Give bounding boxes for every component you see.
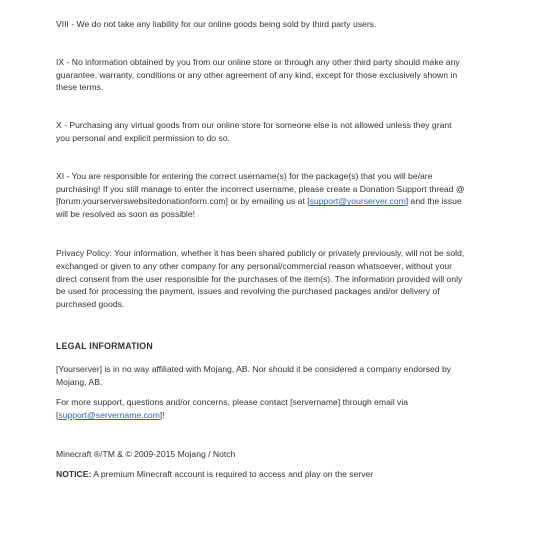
term-viii: VIII - We do not take any liability for our online goods being sold by third party users. [56, 19, 377, 29]
notice-line [56, 468, 474, 481]
term-xi [56, 170, 474, 221]
legal-support-text: For more support, questions and/or concerns, please contact [servername] through email via [ [56, 397, 409, 421]
legal-support [56, 396, 474, 422]
term-xi-text-end: ] and the issue will be resolved as soon as possible! [56, 196, 462, 220]
notice-label: NOTICE: [56, 468, 92, 479]
support-servername-link[interactable]: support@servername.com [58, 410, 160, 421]
terms-content [56, 18, 474, 481]
term-ix: IX - No information obtained by you from our online store or through any other third party should make any guarantee, warranty, conditions or any other agreement of any kind, except for those exclusively shown in these terms. [56, 56, 460, 93]
privacy-policy: Privacy Policy: Your information, whether it has been shared publicly or privately previously, will not be sold, exchanged or given to any other company for any personal/commercial reason whatsoever, without your direct consent from the user responsible for the purchases of the item(s). The information provided will only be used for processing the payment, issues and revolving the purchased packages and/or delivery of purchased goods. [56, 247, 465, 310]
notice-text: A premium Minecraft account is required to access and play on the server [91, 468, 374, 479]
term-xi-text: XI - You are responsible for entering the correct username(s) for the package(s) that you will be/are purchasing! If you still manage to enter the incorrect username, please create a Donation Support thread @ [forum.yourserverswebsitedonationform.com] or by emailing us at [ [56, 170, 465, 207]
copyright-line: Minecraft ®/TM & © 2009-2015 Mojang / Notch [56, 448, 236, 459]
support-email-link[interactable]: support@yourserver.com [309, 196, 406, 207]
legal-support-text-end: ]! [159, 410, 165, 421]
legal-heading: LEGAL INFORMATION [56, 340, 153, 351]
term-x: X - Purchasing any virtual goods from our online store for someone else is not allowed unless they grant you personal and explicit permission to do so. [56, 120, 462, 143]
legal-affiliation: [Yourserver] is in no way affiliated with Mojang, AB. Nor should it be considered a company endorsed by Mojang, AB. [56, 363, 452, 387]
